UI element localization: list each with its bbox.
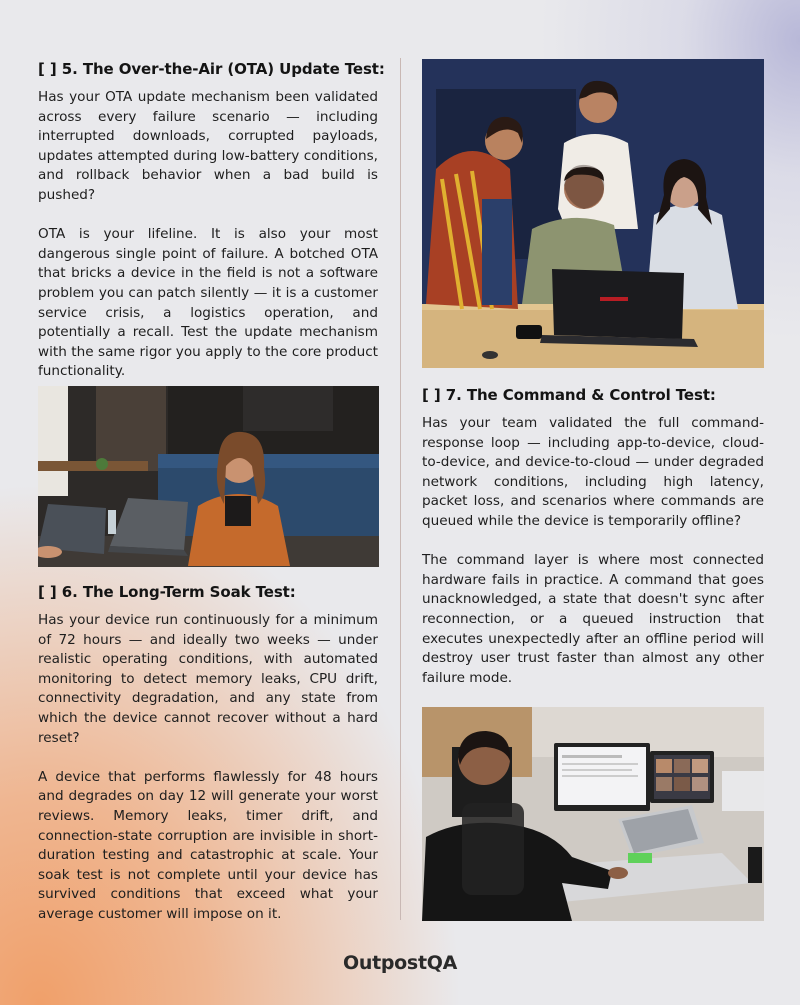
section-ota-test — [38, 60, 385, 382]
column-divider — [400, 58, 401, 920]
section-body: A device that performs flawlessly for 48 hours and degrades on day 12 will generate your worst reviews. Memory leaks, timer drift, and connection-state corruption are invisible in short-duration testing and catastrophic at scale. Your soak test is not complete until your device has survived conditions that exceed what your average customer will impose on it. — [38, 768, 378, 922]
photo-woman-at-laptop — [38, 386, 379, 567]
section-question: Has your OTA update mechanism been validated across every failure scenario — including interrupted downloads, corrupted payloads, updates attempted during low-battery conditions, and rollback behavior when a bad build is pushed? — [38, 89, 378, 203]
logo-text: OutpostQA — [343, 952, 457, 974]
section-heading: [ ] 6. The Long-Term Soak Test: — [38, 583, 296, 601]
section-body: OTA is your lifeline. It is also your most dangerous single point of failure. A botched OTA that bricks a device in the field is not a software problem you can patch silently — it is a customer service crisis, a logistics operation, and potentially a recall. Test the update mechanism with the same rigor you apply to the core product functionality. — [38, 226, 378, 380]
outpostqa-logo — [0, 952, 800, 974]
section-body: The command layer is where most connected hardware fails in practice. A command that goes unacknowledged, a state that doesn't sync after reconnection, or a queued instruction that executes unexpectedly after an offline period will destroy user trust faster than almost any other failure mode. — [422, 552, 764, 686]
section-question: Has your team validated the full command-response loop — including app-to-device, cloud-to-device, and device-to-cloud — under degraded network conditions, including high latency, packet loss, and scenarios where commands are queued while the device is temporarily offline? — [422, 415, 764, 529]
section-heading: [ ] 5. The Over-the-Air (OTA) Update Test: — [38, 60, 385, 78]
section-soak-test — [38, 583, 378, 925]
photo-team-around-laptop — [422, 59, 764, 368]
section-heading: [ ] 7. The Command & Control Test: — [422, 386, 716, 404]
section-command-control-test — [422, 386, 764, 688]
section-question: Has your device run continuously for a minimum of 72 hours — and ideally two weeks — under realistic operating conditions, with automated monitoring to detect memory leaks, CPU drift, connectivity degradation, and any state from which the device cannot recover without a hard reset? — [38, 612, 378, 746]
photo-engineer-at-monitors — [422, 707, 764, 921]
